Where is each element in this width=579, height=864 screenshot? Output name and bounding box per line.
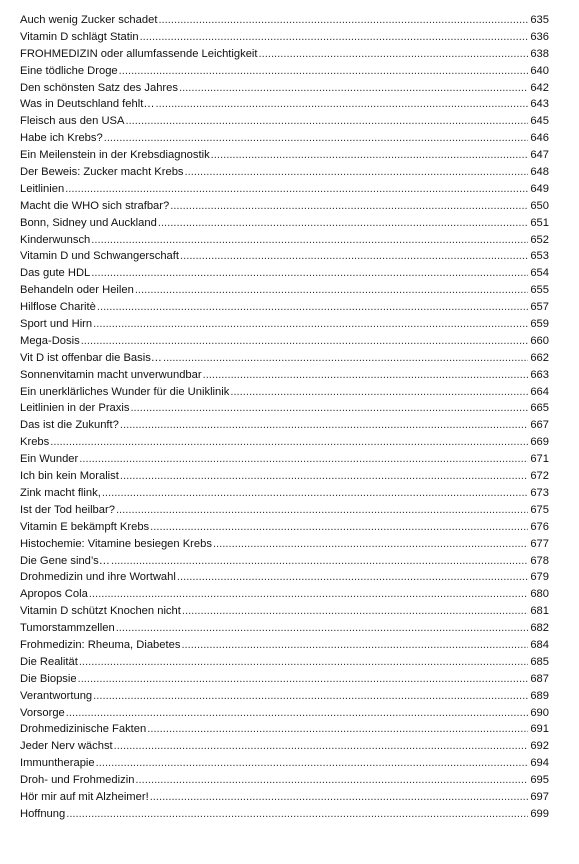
toc-entry-title: Auch wenig Zucker schadet (20, 14, 158, 26)
toc-entry-title: Fleisch aus den USA (20, 115, 125, 128)
toc-entry-title: Hoffnung (20, 807, 66, 820)
dot-leader (135, 772, 528, 789)
toc-entry[interactable] (20, 671, 549, 688)
dot-leader (120, 468, 528, 485)
toc-entry[interactable] (20, 367, 549, 384)
dot-leader (135, 282, 529, 299)
toc-entry-title: Die Biopsie (20, 672, 77, 685)
dot-leader (177, 569, 528, 586)
dot-leader (203, 367, 529, 384)
toc-entry[interactable] (20, 485, 549, 502)
toc-entry-page-number: 676 (530, 520, 549, 533)
dot-leader (97, 299, 528, 316)
toc-entry-title: Ein Wunder (20, 453, 79, 466)
toc-entry-title: Vit D ist offenbar die Basis… (20, 351, 162, 364)
toc-entry-page-number: 645 (530, 115, 549, 128)
toc-entry-page-number: 642 (530, 81, 549, 94)
toc-entry[interactable] (20, 333, 549, 350)
dot-leader (96, 755, 529, 772)
dot-leader (66, 705, 529, 722)
toc-entry-page-number: 649 (530, 182, 549, 195)
toc-entry-page-number: 689 (530, 689, 549, 702)
toc-entry-page-number: 677 (530, 537, 549, 550)
toc-entry-title: Verantwortung (20, 689, 93, 702)
dot-leader (91, 232, 528, 249)
toc-entry-page-number: 671 (530, 453, 549, 466)
toc-entry[interactable] (20, 299, 549, 316)
toc-entry[interactable] (20, 164, 549, 181)
toc-entry-page-number: 647 (530, 149, 549, 162)
toc-entry[interactable] (20, 316, 549, 333)
dot-leader (120, 417, 528, 434)
toc-entry-title: Behandeln oder Heilen (20, 284, 134, 297)
dot-leader (114, 738, 529, 755)
table-of-contents (20, 12, 549, 823)
dot-leader (89, 586, 529, 603)
dot-leader (81, 333, 529, 350)
dot-leader (182, 603, 528, 620)
toc-entry-page-number: 638 (530, 47, 549, 60)
toc-entry[interactable] (20, 282, 549, 299)
toc-entry-page-number: 665 (530, 402, 549, 415)
dot-leader (79, 451, 528, 468)
toc-entry[interactable] (20, 417, 549, 434)
toc-entry[interactable] (20, 738, 549, 755)
toc-entry-title: Zink macht flink, (20, 486, 101, 499)
dot-leader (158, 215, 528, 232)
toc-entry-title: Die Realität (20, 655, 78, 668)
toc-entry-page-number: 659 (530, 318, 549, 331)
toc-entry[interactable] (20, 553, 549, 570)
toc-entry-title: Histochemie: Vitamine besiegen Krebs (20, 537, 212, 550)
toc-entry-page-number: 635 (530, 14, 549, 26)
toc-entry[interactable] (20, 502, 549, 519)
toc-entry[interactable] (20, 451, 549, 468)
dot-leader (180, 248, 528, 265)
toc-entry[interactable] (20, 400, 549, 417)
toc-entry-page-number: 662 (530, 351, 549, 364)
toc-entry-page-number: 663 (530, 368, 549, 381)
toc-entry-page-number: 636 (530, 30, 549, 43)
toc-entry-title: Leitlinien (20, 182, 65, 195)
dot-leader (125, 113, 528, 130)
dot-leader (116, 502, 528, 519)
toc-entry[interactable] (20, 688, 549, 705)
toc-entry[interactable] (20, 350, 549, 367)
toc-entry[interactable] (20, 434, 549, 451)
dot-leader (213, 536, 528, 553)
toc-entry-page-number: 694 (530, 757, 549, 770)
toc-entry-page-number: 648 (530, 166, 549, 179)
toc-entry-page-number: 646 (530, 132, 549, 145)
toc-entry-title: Mega-Dosis (20, 334, 80, 347)
toc-entry[interactable] (20, 637, 549, 654)
dot-leader (156, 96, 529, 113)
toc-entry-title: Den schönsten Satz des Jahres (20, 81, 178, 94)
toc-entry-title: Vitamin D schützt Knochen nicht (20, 605, 181, 618)
toc-entry-page-number: 667 (530, 419, 549, 432)
toc-entry[interactable] (20, 536, 549, 553)
dot-leader (150, 789, 529, 806)
dot-leader (65, 181, 528, 198)
toc-entry-page-number: 673 (530, 486, 549, 499)
dot-leader (147, 721, 528, 738)
dot-leader (102, 485, 529, 502)
dot-leader (50, 434, 528, 451)
dot-leader (150, 519, 528, 536)
toc-entry-page-number: 672 (530, 470, 549, 483)
toc-entry-title: Macht die WHO sich strafbar? (20, 199, 170, 212)
toc-entry[interactable] (20, 29, 549, 46)
toc-entry-title: Jeder Nerv wächst (20, 740, 113, 753)
dot-leader (111, 553, 528, 570)
toc-entry-title: Kinderwunsch (20, 233, 91, 246)
dot-leader (78, 671, 529, 688)
toc-entry[interactable] (20, 772, 549, 789)
toc-entry-title: Die Gene sind’s… (20, 554, 110, 567)
toc-entry[interactable] (20, 806, 549, 823)
toc-entry-title: Drohmedizin und ihre Wortwahl (20, 571, 176, 584)
toc-entry[interactable] (20, 113, 549, 130)
toc-entry-title: Ist der Tod heilbar? (20, 503, 115, 516)
dot-leader (79, 654, 529, 671)
toc-entry-title: Ein Meilenstein in der Krebsdiagnostik (20, 149, 210, 162)
toc-entry-page-number: 669 (530, 436, 549, 449)
toc-entry-page-number: 675 (530, 503, 549, 516)
toc-entry-title: Sport und Hirn (20, 318, 93, 331)
toc-entry[interactable] (20, 586, 549, 603)
toc-entry-page-number: 654 (530, 267, 549, 280)
toc-entry[interactable] (20, 46, 549, 63)
toc-entry-title: Krebs (20, 436, 50, 449)
toc-entry-title: Der Beweis: Zucker macht Krebs (20, 166, 184, 179)
toc-entry[interactable] (20, 569, 549, 586)
toc-entry-title: Ein unerklärliches Wunder für die Uniklinik (20, 385, 230, 398)
toc-entry-title: Vitamin E bekämpft Krebs (20, 520, 150, 533)
toc-entry[interactable] (20, 519, 549, 536)
toc-entry[interactable] (20, 96, 549, 113)
dot-leader (163, 350, 528, 367)
dot-leader (170, 198, 528, 215)
toc-entry[interactable] (20, 130, 549, 147)
toc-entry-title: Hör mir auf mit Alzheimer! (20, 790, 149, 803)
toc-entry-title: Das gute HDL (20, 267, 91, 280)
toc-entry[interactable] (20, 265, 549, 282)
toc-entry-page-number: 640 (530, 64, 549, 77)
toc-entry-page-number: 690 (530, 706, 549, 719)
toc-entry-title: Bonn, Sidney und Auckland (20, 216, 157, 229)
toc-entry-title: Apropos Cola (20, 588, 88, 601)
dot-leader (211, 147, 529, 164)
dot-leader (181, 637, 528, 654)
toc-entry-title: FROHMEDIZIN oder allumfassende Leichtigkeit (20, 47, 258, 60)
toc-entry[interactable] (20, 620, 549, 637)
toc-entry[interactable] (20, 215, 549, 232)
toc-entry-title: Drohmedizinische Fakten (20, 723, 147, 736)
toc-entry[interactable] (20, 603, 549, 620)
toc-entry-title: Das ist die Zukunft? (20, 419, 119, 432)
dot-leader (93, 688, 528, 705)
toc-entry-title: Frohmedizin: Rheuma, Diabetes (20, 638, 181, 651)
toc-entry[interactable] (20, 789, 549, 806)
dot-leader (158, 12, 528, 29)
toc-entry-title: Was in Deutschland fehlt… (20, 98, 155, 111)
toc-entry-page-number: 643 (530, 98, 549, 111)
dot-leader (104, 130, 529, 147)
toc-entry-title: Vitamin D und Schwangerschaft (20, 250, 179, 263)
toc-entry-page-number: 657 (530, 301, 549, 314)
toc-entry-title: Tumorstammzellen (20, 622, 115, 635)
toc-entry-title: Vitamin D schlägt Statin (20, 30, 139, 43)
dot-leader (119, 63, 529, 80)
dot-leader (185, 164, 529, 181)
toc-entry[interactable] (20, 198, 549, 215)
dot-leader (130, 400, 528, 417)
toc-entry-title: Vorsorge (20, 706, 65, 719)
toc-entry-page-number: 651 (530, 216, 549, 229)
dot-leader (66, 806, 528, 823)
toc-entry[interactable] (20, 232, 549, 249)
toc-entry-page-number: 699 (530, 807, 549, 820)
dot-leader (91, 265, 528, 282)
toc-entry-page-number: 679 (530, 571, 549, 584)
dot-leader (230, 384, 528, 401)
toc-entry-page-number: 692 (530, 740, 549, 753)
toc-entry-page-number: 685 (530, 655, 549, 668)
dot-leader (93, 316, 528, 333)
toc-entry-title: Sonnenvitamin macht unverwundbar (20, 368, 202, 381)
toc-entry[interactable] (20, 755, 549, 772)
toc-entry-page-number: 687 (530, 672, 549, 685)
toc-entry[interactable] (20, 468, 549, 485)
toc-entry-page-number: 682 (530, 622, 549, 635)
toc-entry-page-number: 650 (530, 199, 549, 212)
toc-entry[interactable] (20, 248, 549, 265)
toc-entry-title: Habe ich Krebs? (20, 132, 103, 145)
toc-entry[interactable] (20, 654, 549, 671)
toc-entry-page-number: 660 (530, 334, 549, 347)
toc-entry-page-number: 653 (530, 250, 549, 263)
toc-entry-page-number: 678 (530, 554, 549, 567)
toc-entry-title: Eine tödliche Droge (20, 64, 118, 77)
toc-entry-title: Ich bin kein Moralist (20, 470, 119, 483)
dot-leader (259, 46, 529, 63)
toc-entry-page-number: 695 (530, 774, 549, 787)
toc-entry-page-number: 652 (530, 233, 549, 246)
toc-entry[interactable] (20, 80, 549, 97)
toc-entry-title: Droh- und Frohmedizin (20, 774, 135, 787)
toc-entry[interactable] (20, 181, 549, 198)
toc-entry-title: Hilflose Charitè (20, 301, 96, 314)
toc-entry-page-number: 680 (530, 588, 549, 601)
toc-entry[interactable] (20, 63, 549, 80)
toc-entry-page-number: 684 (530, 638, 549, 651)
toc-entry[interactable] (20, 384, 549, 401)
toc-entry[interactable] (20, 12, 549, 29)
dot-leader (140, 29, 529, 46)
dot-leader (116, 620, 529, 637)
toc-entry-page-number: 655 (530, 284, 549, 297)
toc-entry[interactable] (20, 705, 549, 722)
toc-entry[interactable] (20, 147, 549, 164)
toc-entry-page-number: 691 (530, 723, 549, 736)
dot-leader (179, 80, 528, 97)
toc-entry-page-number: 697 (530, 790, 549, 803)
toc-entry-page-number: 681 (530, 605, 549, 618)
toc-entry[interactable] (20, 721, 549, 738)
toc-entry-page-number: 664 (530, 385, 549, 398)
toc-entry-title: Leitlinien in der Praxis (20, 402, 130, 415)
toc-entry-title: Immuntherapie (20, 757, 95, 770)
